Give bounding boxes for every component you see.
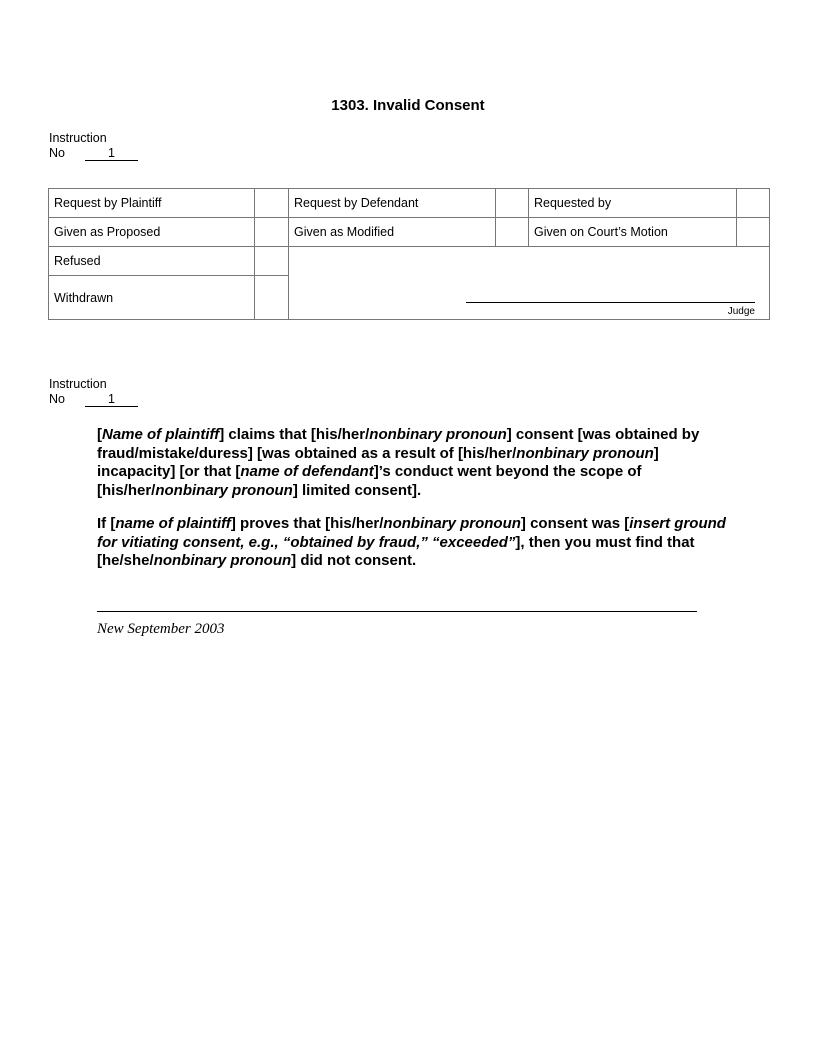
p1-text-3: ] consent [was obtained by fraud/mistake/duress] [was obtained as a result of [his/her/ bbox=[97, 426, 700, 462]
p2-italic-3: insert ground for vitiating consent, e.g., “obtained by fraud,” “exceeded” bbox=[97, 515, 726, 551]
p1-italic-5: nonbinary pronoun bbox=[155, 481, 293, 499]
requested-by-label: Requested by bbox=[529, 189, 737, 218]
judge-label: Judge bbox=[727, 306, 755, 317]
p2-text-4: ], then you must find that [he/she/ bbox=[97, 533, 695, 569]
request-by-defendant-label: Request by Defendant bbox=[289, 189, 496, 218]
instruction-body-label: Instruction bbox=[49, 377, 107, 391]
revision-note: New September 2003 bbox=[97, 621, 225, 637]
p2-italic-2: nonbinary pronoun bbox=[383, 515, 521, 532]
p2-text-1: If [ bbox=[97, 515, 116, 532]
instruction-paragraph-1 bbox=[97, 426, 727, 500]
p1-italic-3: nonbinary pronoun bbox=[516, 444, 654, 462]
judge-signature-area bbox=[289, 247, 770, 320]
instruction-body-no-label: No bbox=[49, 392, 65, 406]
p1-italic-4: name of defendant bbox=[240, 463, 374, 480]
p1-text-5: ]’s conduct went beyond the scope of [his/her/ bbox=[97, 463, 642, 499]
refused-checkbox[interactable] bbox=[255, 247, 289, 276]
instruction-paragraph-2 bbox=[97, 515, 727, 571]
given-on-courts-motion-label: Given on Court’s Motion bbox=[529, 218, 737, 247]
instruction-body-number: 1 bbox=[85, 393, 138, 407]
p1-text-4: ] incapacity] [or that [ bbox=[97, 444, 659, 480]
instruction-text bbox=[97, 426, 727, 586]
given-as-modified-label: Given as Modified bbox=[289, 218, 496, 247]
p1-text-1: [ bbox=[97, 426, 102, 443]
request-table bbox=[48, 188, 770, 320]
p1-text-2: ] claims that [his/her/ bbox=[219, 426, 370, 443]
request-by-plaintiff-label: Request by Plaintiff bbox=[49, 189, 255, 218]
withdrawn-checkbox[interactable] bbox=[255, 276, 289, 320]
divider-rule bbox=[97, 611, 697, 612]
instruction-no-label: No bbox=[49, 146, 65, 160]
p2-text-5: ] did not consent. bbox=[291, 552, 417, 569]
page-title: 1303. Invalid Consent bbox=[331, 97, 485, 114]
withdrawn-label: Withdrawn bbox=[49, 276, 255, 320]
instruction-body-number-header bbox=[49, 377, 138, 407]
p2-italic-4: nonbinary pronoun bbox=[153, 552, 292, 569]
p2-text-3: ] consent was [ bbox=[520, 515, 630, 532]
p1-italic-1: Name of plaintiff bbox=[102, 426, 220, 443]
instruction-number-header bbox=[49, 131, 138, 161]
given-as-proposed-checkbox[interactable] bbox=[255, 218, 289, 247]
requested-by-checkbox[interactable] bbox=[737, 189, 770, 218]
p1-text-6: ] limited consent]. bbox=[292, 481, 422, 499]
request-by-plaintiff-checkbox[interactable] bbox=[255, 189, 289, 218]
given-on-courts-motion-checkbox[interactable] bbox=[737, 218, 770, 247]
instruction-label: Instruction bbox=[49, 131, 107, 145]
given-as-modified-checkbox[interactable] bbox=[496, 218, 529, 247]
p2-text-2: ] proves that [his/her/ bbox=[230, 515, 384, 532]
instruction-number: 1 bbox=[85, 147, 138, 161]
p2-italic-1: name of plaintiff bbox=[115, 515, 231, 532]
p1-italic-2: nonbinary pronoun bbox=[369, 426, 507, 443]
judge-signature-line[interactable] bbox=[466, 302, 755, 303]
refused-label: Refused bbox=[49, 247, 255, 276]
request-by-defendant-checkbox[interactable] bbox=[496, 189, 529, 218]
given-as-proposed-label: Given as Proposed bbox=[49, 218, 255, 247]
